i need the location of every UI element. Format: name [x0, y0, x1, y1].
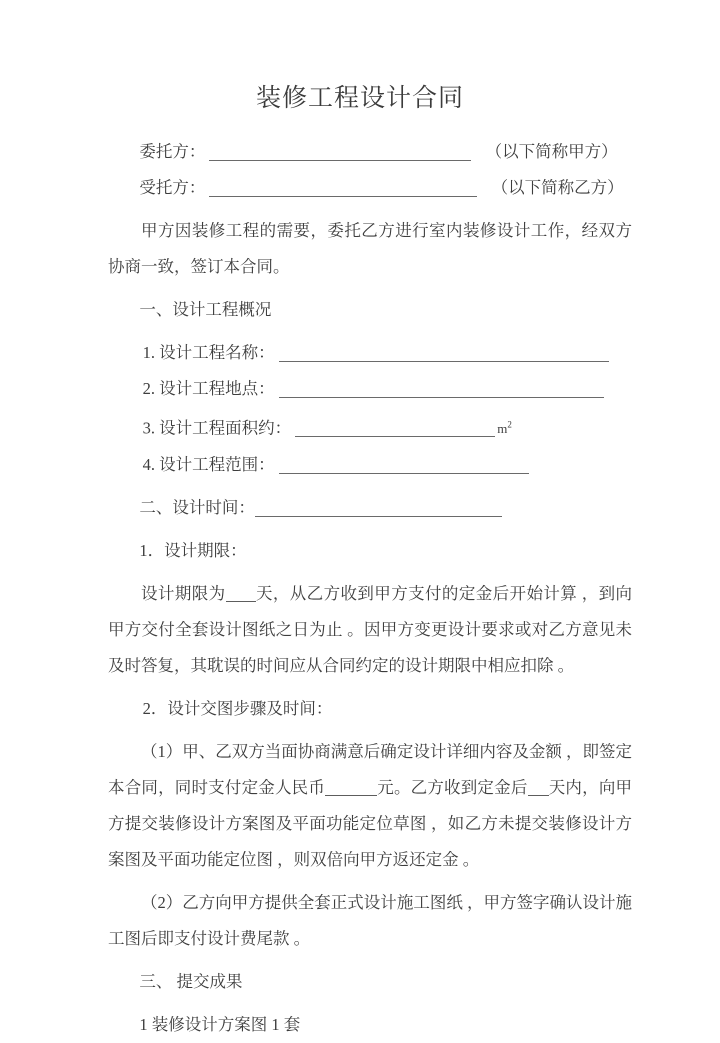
section-one-item-3	[108, 407, 632, 447]
area-unit-base: m	[497, 421, 508, 437]
designer-party-label: 受托方：	[139, 178, 206, 197]
document-body	[108, 134, 632, 1043]
section-two-item-2-paragraph: （2）乙方向甲方提供全套正式设计施工图纸 ，甲方签字确认设计施工图后即支付设计费尾款 。	[108, 893, 632, 949]
spacer	[108, 483, 632, 490]
deposit-amount-blank[interactable]	[325, 795, 377, 796]
section-two-sub2-heading: 2．设计交图步骤及时间：	[142, 699, 333, 719]
deliverable-label: 装修设计方案图	[151, 1015, 268, 1035]
spacer	[108, 878, 632, 885]
page-title: 装修工程设计合同	[255, 85, 464, 112]
deliverable-quantity: 1 套	[271, 1015, 301, 1035]
item-label: 设计工程名称：	[159, 343, 275, 362]
section-one-heading: 一、设计工程概况	[139, 300, 272, 319]
section-two-item-1-paragraph	[108, 734, 632, 878]
project-area-fill-rule[interactable]	[295, 436, 495, 437]
spacer	[108, 328, 632, 335]
design-term-text-a: 设计期限为	[141, 584, 226, 604]
client-party-line	[108, 134, 632, 170]
spacer	[108, 206, 632, 213]
area-unit-exponent: 2	[507, 420, 512, 430]
design-term-text-b: 天，从乙方收到甲方支付的定金后开始计算 ，到向甲方交付全套设计图纸之日为止 。因甲方变更设计要求或对乙方意见未及时答复，其耽误的时间应从合同约定的设计期限中相应扣除 。	[108, 584, 632, 676]
designer-party-suffix: （以下简称乙方）	[491, 178, 624, 197]
item-number: 1.	[142, 343, 156, 362]
spacer	[108, 957, 632, 964]
section-one-item-1	[108, 335, 632, 371]
deposit-text-c: 天内，向甲方提交装修设计方案图及平面功能定位草图 ，如乙方未提交装修设计方案图及平面功能定位图 ，则双倍向甲方返还定金 。	[108, 778, 633, 870]
section-two-heading-line	[108, 490, 632, 526]
spacer	[108, 285, 632, 292]
designer-party-fill-rule[interactable]	[209, 196, 477, 197]
deposit-text-b: 元。乙方收到定金后	[377, 778, 528, 798]
client-party-fill-rule[interactable]	[209, 160, 471, 161]
preamble-paragraph: 甲方因装修工程的需要，委托乙方进行室内装修设计工作，经双方协商一致，签订本合同。	[108, 221, 632, 276]
item-number: 2.	[142, 379, 156, 398]
spacer	[108, 684, 632, 691]
section-three-heading: 三、 提交成果	[139, 972, 243, 992]
design-term-paragraph	[108, 576, 632, 684]
item-label: 设计工程地点：	[159, 379, 275, 398]
deposit-days-blank[interactable]	[528, 795, 549, 796]
spacer	[108, 727, 632, 734]
project-scope-fill-rule[interactable]	[279, 473, 529, 474]
project-location-fill-rule[interactable]	[279, 397, 604, 398]
section-one-item-2	[108, 371, 632, 407]
item-label: 设计工程范围：	[159, 455, 275, 475]
design-term-days-blank[interactable]	[226, 601, 256, 602]
section-one-item-4	[108, 447, 632, 483]
item-number: 4.	[142, 455, 156, 475]
deliverable-number: 1	[139, 1015, 148, 1035]
client-party-suffix: （以下简称甲方）	[485, 142, 618, 161]
deposit-text-a: （1）甲、乙双方当面协商满意后确定设计详细内容及金额 ，即签定本合同，同时支付定金人民币	[108, 742, 632, 798]
section-two-sub1-heading: 1．设计期限：	[139, 541, 247, 561]
designer-party-line	[108, 170, 632, 206]
section-three-item-1	[108, 1007, 632, 1043]
spacer	[108, 569, 632, 576]
section-two-heading: 二、设计时间：	[139, 498, 255, 518]
client-party-label: 委托方：	[139, 142, 206, 161]
design-time-fill-rule[interactable]	[255, 516, 502, 517]
project-name-fill-rule[interactable]	[279, 361, 609, 362]
item-label: 设计工程面积约：	[159, 418, 292, 438]
item-number: 3.	[142, 418, 156, 438]
area-unit	[497, 421, 512, 436]
spacer	[108, 526, 632, 533]
spacer	[108, 1000, 632, 1007]
